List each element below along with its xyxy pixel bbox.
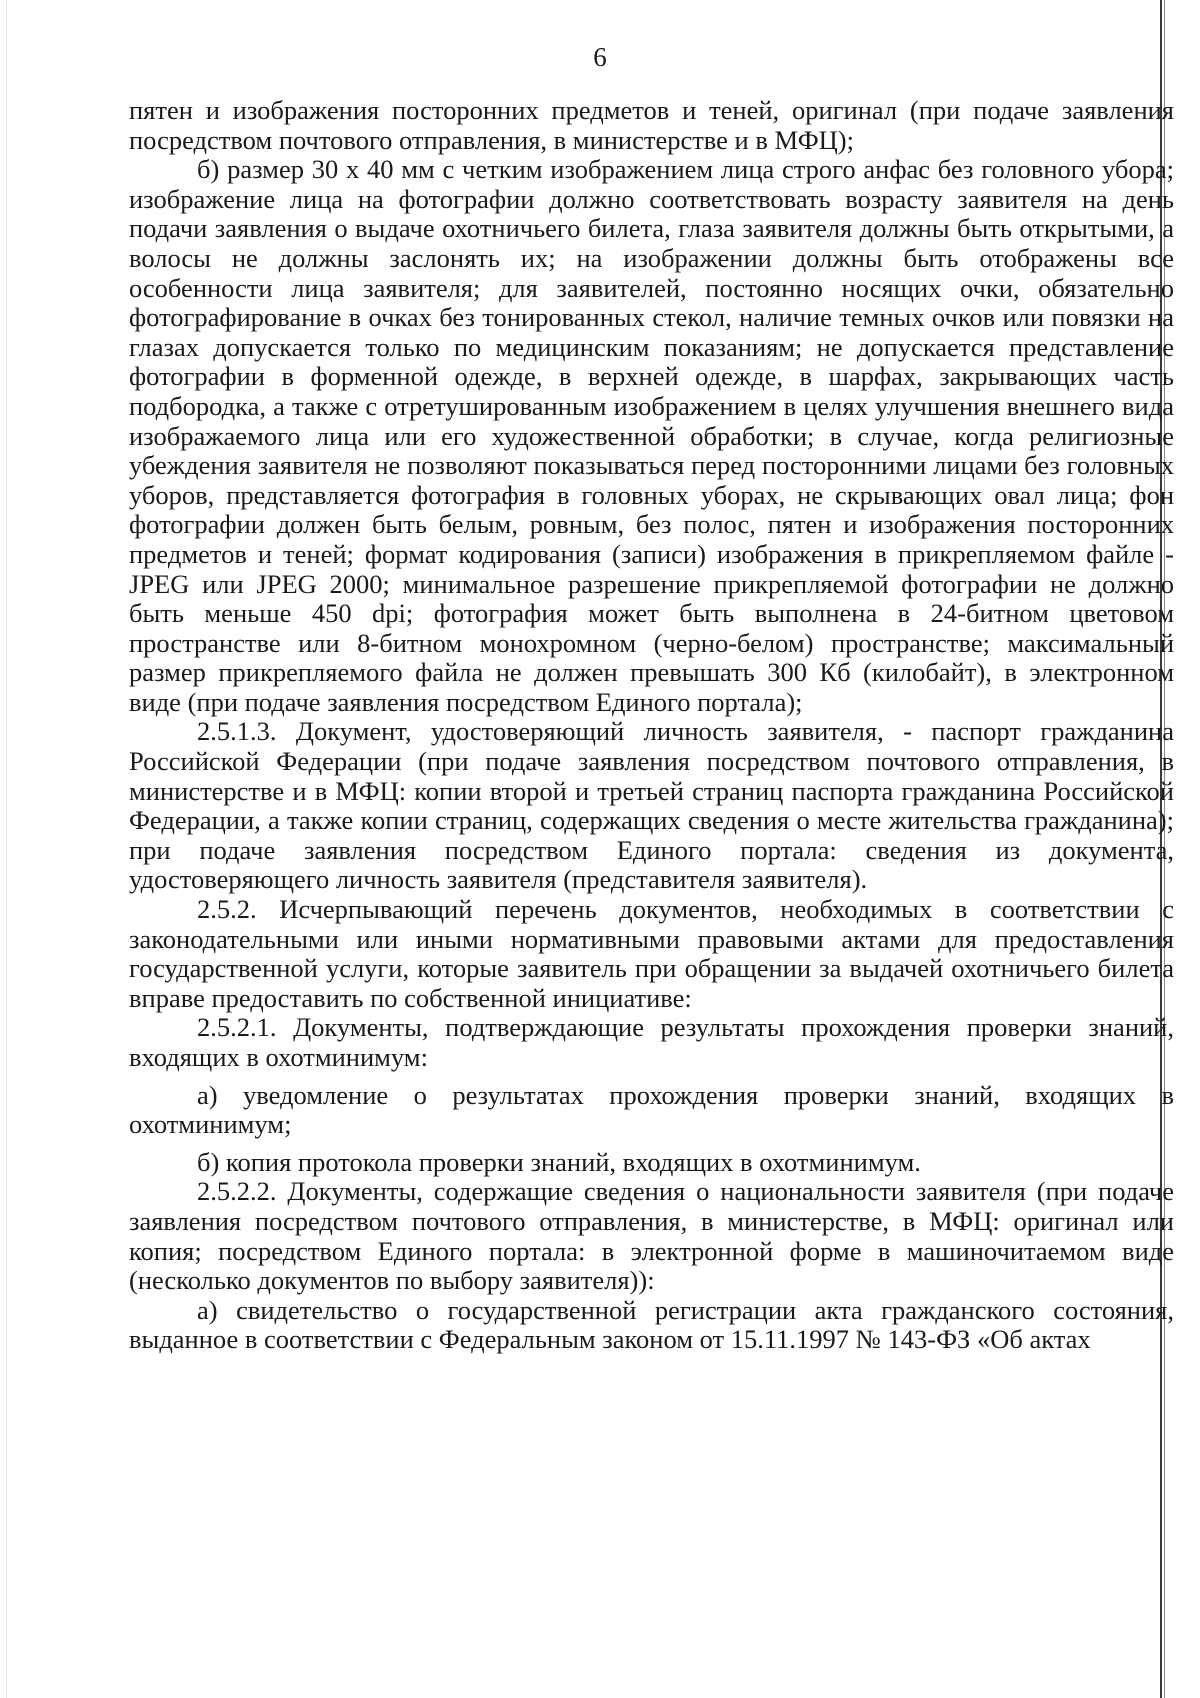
scan-edge-left [6, 0, 7, 1698]
page-number: 6 [593, 42, 607, 72]
paragraph-2-5-2: 2.5.2. Исчерпывающий перечень документов, необходимых в соответствии с законодательными или иными нормативными правовыми актами для предоставления государственной услуги, которые заявитель при обращении за выдачей охотничьего билета вправе предоставить по собственной инициативе: [129, 894, 1174, 1013]
paragraph-photo-requirements: б) размер 30 х 40 мм с четким изображением лица строго анфас без головного убора; изображение лица на фотографии должно соответствовать возрасту заявителя на день подачи заявления о выдаче охотничьего билета, глаза заявителя должны быть открытыми, а волосы не должны заслонять их; на изображении должны быть отображены все особенности лица заявителя; для заявителей, постоянно носящих очки, обязательно фотографирование в очках без тонированных стекол, наличие темных очков или повязки на глазах допускается только по медицинским показаниям; не допускается представление фотографии в форменной одежде, в верхней одежде, в шарфах, закрывающих часть подбородка, а также с отретушированным изображением в целях улучшения внешнего вида изображаемого лица или его художественной обработки; в случае, когда религиозные убеждения заявителя не позволяют показываться перед посторонними лицами без головных уборов, представляется фотография в головных уборах, не скрывающих овал лица; фон фотографии должен быть белым, ровным, без полос, пятен и изображения посторонних предметов и теней; формат кодирования (записи) изображения в прикрепляемом файле - JPEG или JPEG 2000; минимальное разрешение прикрепляемой фотографии не должно быть меньше 450 dpi; фотография может быть выполнена в 24-битном цветовом пространстве или 8-битном монохромном (черно-белом) пространстве; максимальный размер прикрепляемого файла не должен превышать 300 Кб (килобайт), в электронном виде (при подаче заявления посредством Единого портала); [129, 154, 1174, 717]
paragraph-2-5-1-3: 2.5.1.3. Документ, удостоверяющий личность заявителя, - паспорт гражданина Российской Федерации (при подаче заявления посредством почтового отправления, в министерстве и в МФЦ: копии второй и третьей страниц паспорта гражданина Российской Федерации, а также копии страниц, содержащих сведения о месте жительства гражданина); при подаче заявления посредством Единого портала: сведения из документа, удостоверяющего личность заявителя (представителя заявителя). [129, 716, 1174, 895]
paragraph-2-5-2-1: 2.5.2.1. Документы, подтверждающие результаты прохождения проверки знаний, входящих в охотминимум: [129, 1012, 1174, 1072]
paragraph-2-5-2-2: 2.5.2.2. Документы, содержащие сведения о национальности заявителя (при подаче заявления посредством почтового отправления, в министерстве, в МФЦ: оригинал или копия; посредством Единого портала: в электронной форме в машиночитаемом виде (несколько документов по выбору заявителя)): [129, 1176, 1174, 1296]
paragraph-item-a-notification: а) уведомление о результатах прохождения проверки знаний, входящих в охотминимум; [129, 1079, 1174, 1140]
paragraph-item-b-protocol: б) копия протокола проверки знаний, входящих в охотминимум. [197, 1146, 921, 1177]
document-text [129, 96, 1174, 1355]
paragraph-photo-original: пятен и изображения посторонних предметов и теней, оригинал (при подаче заявления посредством почтового отправления, в министерстве и в МФЦ); [129, 95, 1174, 155]
paragraph-item-a-certificate: а) свидетельство о государственной регистрации акта гражданского состояния, выданное в соответствии с Федеральным законом от 15.11.1997 № 143-ФЗ «Об актах [129, 1294, 1174, 1355]
